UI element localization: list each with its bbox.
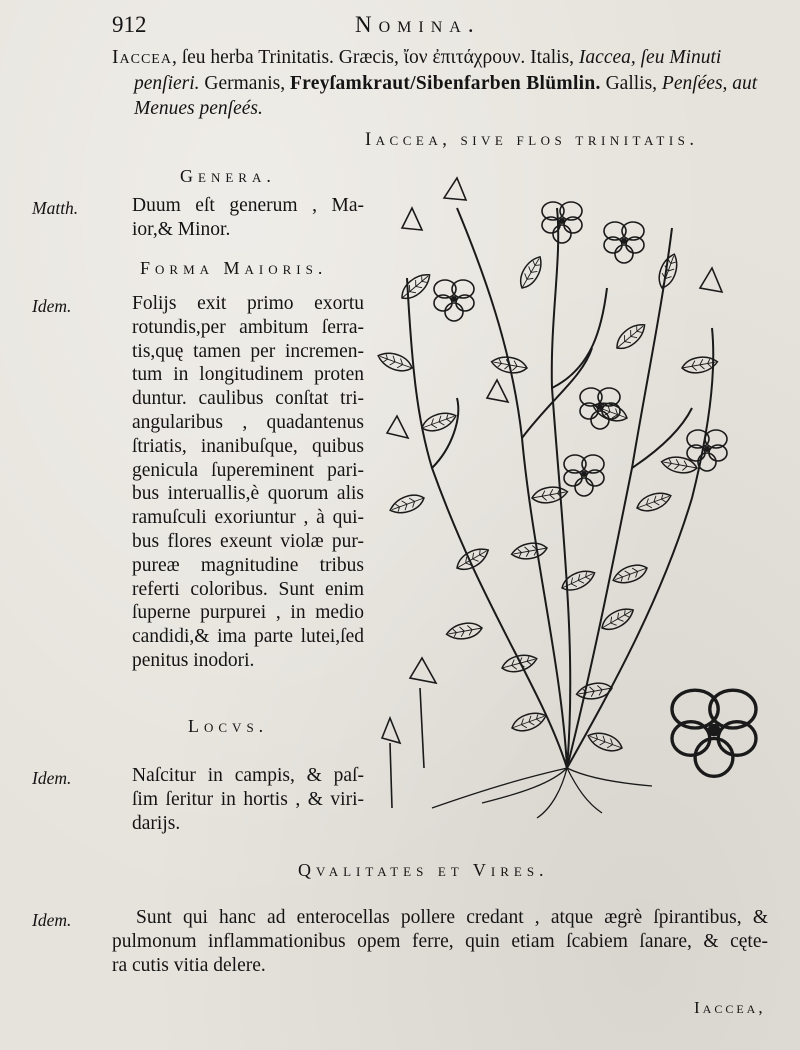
figure-caption: Iaccea, sive flos trinitatis. xyxy=(365,130,699,150)
qualitates-text: Sunt qui hanc ad enterocellas pollere credant , atque ægrè ſpirantibus, & pulmonum inflammationibus opem ferre, quin etiam ſcabiem ſanare, & cęte- ra cutis vitia delere. xyxy=(112,907,768,976)
page-number: 912 xyxy=(112,12,147,37)
section-heading-forma: Forma Maioris. xyxy=(140,258,328,278)
margin-note-forma: Idem. xyxy=(32,296,72,316)
plant-leaves xyxy=(376,252,719,755)
catchword: Iaccea, xyxy=(694,998,766,1017)
greek-name: ἴον ἐπιτάχρουν. xyxy=(403,47,526,68)
margin-note-locus: Idem. xyxy=(32,768,72,788)
forma-text: Folijs exit primo exortu rotundis,per ambitum ſerra- tis,quę tamen per incremen- tum in longitudinem proten duntur. caulibus conſtat tri- angularibus , quadantenus ſtriatis, inanibuſque, quibus genicula ſupereminent pari- bus interuallis,è quorum alis ramuſculi exoriuntur , à qui- bus flores exeunt violæ pur- pureæ magnitudine tribus referti coloribus. Sunt enim ſuperne purpurei , in medio candidi,& ima parte lutei,ſed penitus inodori. xyxy=(132,293,364,671)
section-heading-qualitates: Qvalitates et Vires. xyxy=(298,860,549,880)
plant-flowers xyxy=(434,202,756,776)
margin-note-qualitates: Idem. xyxy=(32,910,72,930)
italian-name: Iaccea, ſeu Minuti xyxy=(578,47,722,68)
locus-text: Naſcitur in campis, & paſ- ſim ſeritur in hortis , & viri- darijs. xyxy=(132,765,364,834)
woodcut-illustration xyxy=(362,168,772,838)
german-name: Freyſamkraut/Sibenfarben Blümlin. xyxy=(289,72,601,94)
plant-name: Iaccea xyxy=(112,47,172,68)
intro-paragraph: Iaccea, ſeu herba Trinitatis. Græcis, ἴον ἐπιτάχρουν. Italis, Iaccea, ſeu Minuti penſieri. Germanis, Freyſamkraut/Sibenfarben Blümlin. Gallis, Penſées, aut Menues penſeés. xyxy=(112,47,758,119)
genera-text: Duum eſt generum , Ma- ior,& Minor. xyxy=(132,195,364,240)
french-name: Penſées, aut xyxy=(661,72,758,94)
section-heading-genera: Genera. xyxy=(180,166,276,186)
running-head: Nomina. xyxy=(355,12,481,37)
plant-roots xyxy=(432,768,652,818)
margin-note-genera: Matth. xyxy=(32,198,79,218)
section-heading-locus: Locvs. xyxy=(188,716,269,736)
